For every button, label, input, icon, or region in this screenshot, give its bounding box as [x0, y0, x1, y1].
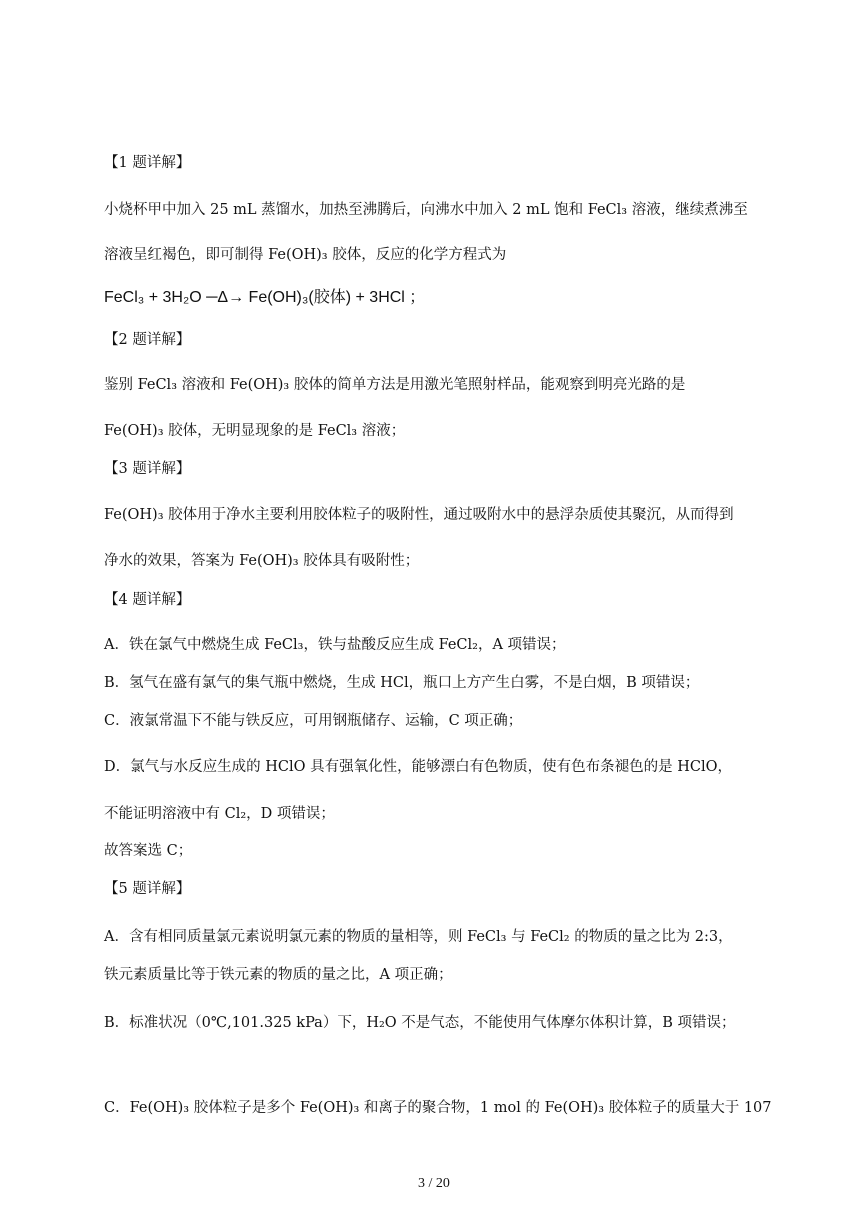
chemical-equation: FeCl₃ + 3H₂O ─Δ→ Fe(OH)₃(胶体) + 3HCl ； [104, 289, 426, 306]
page-number: 3 / 20 [418, 1176, 450, 1191]
answer-line: 故答案选 C； [104, 843, 193, 859]
option-a: A．铁在氯气中燃烧生成 FeCl₃，铁与盐酸反应生成 FeCl₂，A 项错误； [104, 637, 566, 653]
section-2-title: 【2 题详解】 [104, 332, 191, 348]
option-c: C．液氯常温下不能与铁反应，可用钢瓶储存、运输，C 项正确； [104, 713, 523, 729]
paragraph-line: 鉴别 FeCl₃ 溶液和 Fe(OH)₃ 胶体的简单方法是用激光笔照射样品，能观察到明亮光路的是 [104, 377, 686, 393]
option-a-cont: 铁元素质量比等于铁元素的物质的量之比，A 项正确； [104, 967, 453, 983]
option-b: B．氢气在盛有氯气的集气瓶中燃烧，生成 HCl，瓶口上方产生白雾，不是白烟，B 项错误； [104, 675, 700, 691]
section-4-title: 【4 题详解】 [104, 592, 191, 608]
paragraph-line: 净水的效果，答案为 Fe(OH)₃ 胶体具有吸附性； [104, 553, 420, 569]
section-3-title: 【3 题详解】 [104, 461, 191, 477]
section-5-title: 【5 题详解】 [104, 881, 191, 897]
option-a: A．含有相同质量氯元素说明氯元素的物质的量相等，则 FeCl₃ 与 FeCl₂ 的物质的量之比为 2:3， [104, 929, 733, 945]
option-d-cont: 不能证明溶液中有 Cl₂，D 项错误； [104, 806, 335, 822]
option-d: D．氯气与水反应生成的 HClO 具有强氧化性，能够漂白有色物质，使有色布条褪色的是 HClO， [104, 759, 732, 775]
option-c: C．Fe(OH)₃ 胶体粒子是多个 Fe(OH)₃ 和离子的聚合物，1 mol 的 Fe(OH)₃ 胶体粒子的质量大于 107 [104, 1100, 772, 1116]
paragraph-line: Fe(OH)₃ 胶体用于净水主要利用胶体粒子的吸附性，通过吸附水中的悬浮杂质使其聚沉，从而得到 [104, 507, 734, 523]
paragraph-line: 溶液呈红褐色，即可制得 Fe(OH)₃ 胶体，反应的化学方程式为 [104, 247, 507, 263]
option-b: B．标准状况（0℃,101.325 kPa）下，H₂O 不是气态，不能使用气体摩尔体积计算，B 项错误； [104, 1015, 736, 1031]
paragraph-line: 小烧杯甲中加入 25 mL 蒸馏水，加热至沸腾后，向沸水中加入 2 mL 饱和 FeCl₃ 溶液，继续煮沸至 [104, 202, 748, 218]
paragraph-line: Fe(OH)₃ 胶体，无明显现象的是 FeCl₃ 溶液； [104, 423, 406, 439]
section-1-title: 【1 题详解】 [104, 155, 191, 171]
